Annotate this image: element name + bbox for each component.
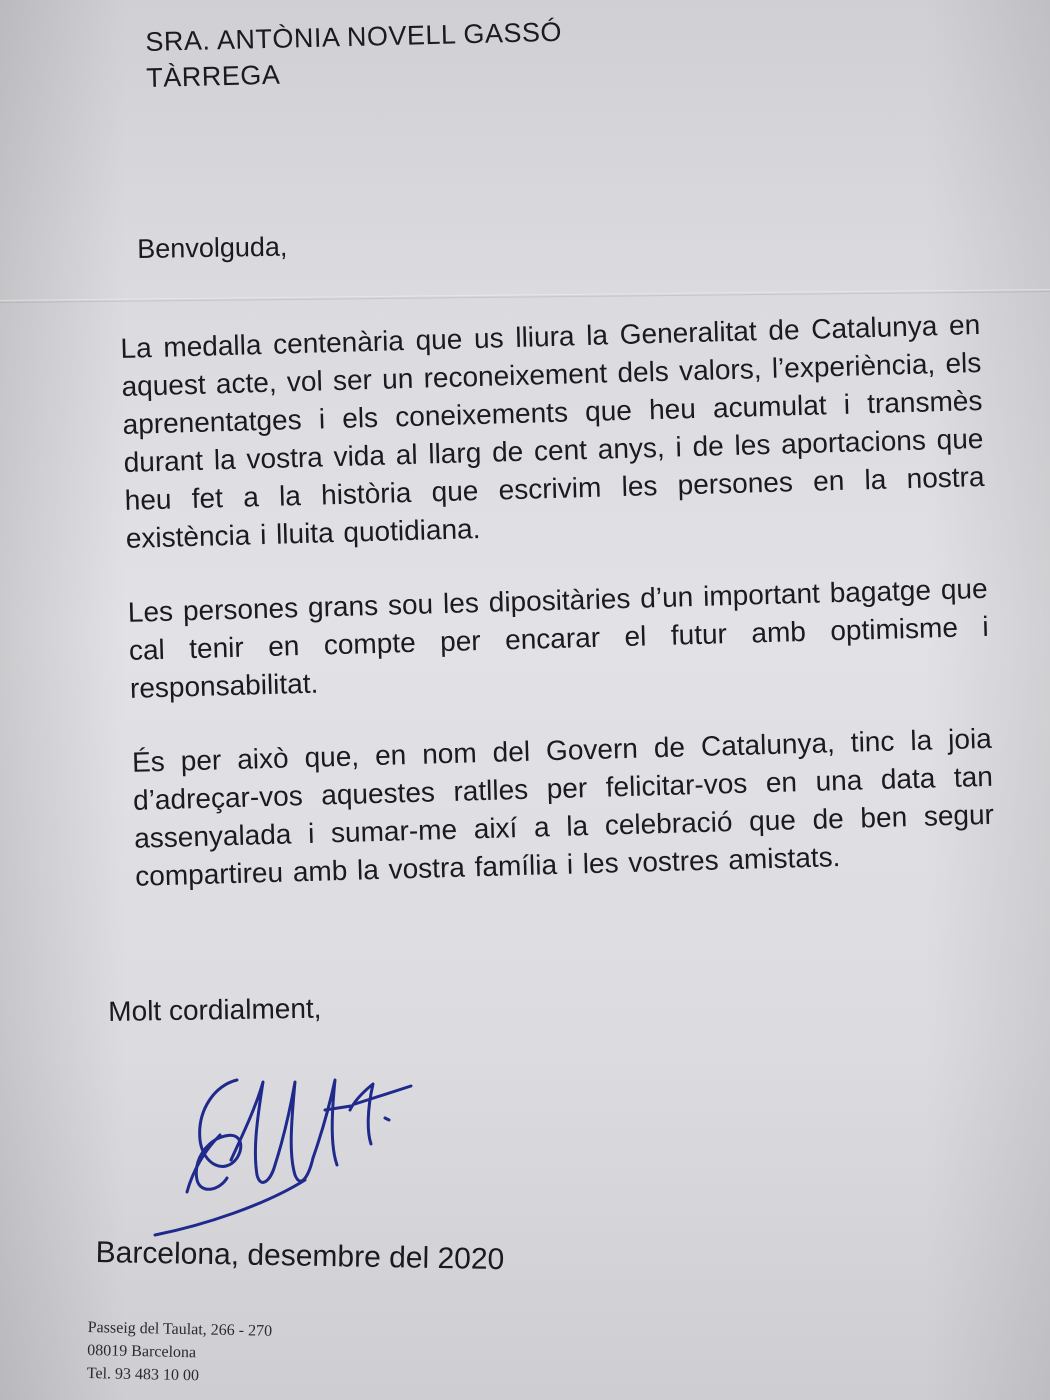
paragraph-3: És per això que, en nom del Govern de Catalunya, tinc la joia d’adreçar-vos aquestes ratlles per felicitar-vos en una data tan assenyalada i sumar-me així a la celebració que de ben segur compartireu amb la vostra família i les vostres amistats.	[131, 722, 995, 892]
address-street: Passeig del Taulat, 266 - 270	[87, 1318, 273, 1340]
letter-body	[120, 306, 996, 932]
recipient-city: TÀRREGA	[145, 59, 281, 93]
paragraph-2: Les persones grans sou les dipositàries d’un important bagatge que cal tenir en compte per encarar el futur amb optimisme i responsabilitat.	[127, 572, 990, 704]
place-and-date: Barcelona, desembre del 2020	[95, 1235, 505, 1277]
paper-fold-line	[0, 289, 1050, 303]
recipient-name: SRA. ANTÒNIA NOVELL GASSÓ	[145, 16, 563, 57]
paragraph-1: La medalla centenària que us lliura la Generalitat de Catalunya en aquest acte, vol ser un reconeixement dels valors, l’experiència, els aprenentatges i els coneixements que heu acumulat i transmès durant la vostra vida al llarg de cent anys, i de les aportacions que heu fet a la història que escrivim les persones en la nostra existència i lluita quotidiana.	[120, 308, 985, 554]
closing: Molt cordialment,	[108, 992, 322, 1027]
sender-address	[87, 1316, 273, 1389]
address-phone: Tel. 93 483 10 00	[86, 1364, 200, 1385]
handwritten-signature	[145, 1040, 425, 1240]
address-postal: 08019 Barcelona	[87, 1341, 197, 1362]
greeting: Benvolguda,	[137, 231, 288, 264]
recipient-block	[145, 14, 563, 96]
